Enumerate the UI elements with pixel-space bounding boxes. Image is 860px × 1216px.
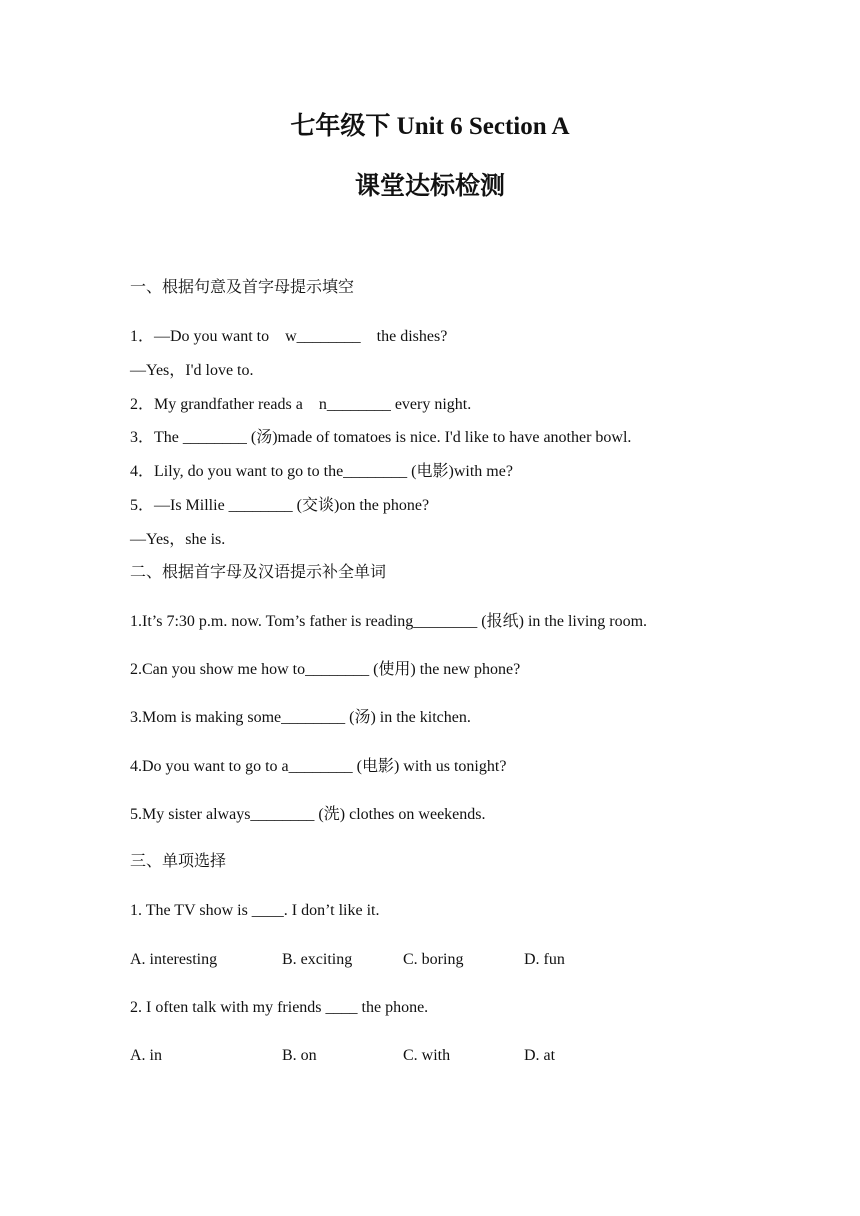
- question-line: 4.Do you want to go to a________ (电影) with us tonight?: [130, 758, 507, 775]
- mc-question-stem: 1. The TV show is ____. I don’t like it.: [130, 902, 380, 919]
- mc-option-c: C. boring: [403, 951, 464, 968]
- mc-option-b: B. exciting: [282, 951, 353, 968]
- section-heading-2: 二、根据首字母及汉语提示补全单词: [130, 564, 387, 581]
- answer-line: —Yes，she is.: [130, 531, 226, 548]
- question-line: 2．My grandfather reads a n________ every night.: [130, 396, 472, 413]
- mc-option-a: A. in: [130, 1047, 162, 1064]
- question-line: 3.Mom is making some________ (汤) in the kitchen.: [130, 709, 471, 726]
- question-line: 2.Can you show me how to________ (使用) the new phone?: [130, 661, 521, 678]
- question-line: 1.It’s 7:30 p.m. now. Tom’s father is reading________ (报纸) in the living room.: [130, 613, 648, 630]
- page-subtitle: 课堂达标检测: [354, 173, 505, 200]
- question-line: 1．—Do you want to w________ the dishes?: [130, 328, 448, 345]
- answer-line: —Yes，I'd love to.: [130, 362, 254, 379]
- mc-option-d: D. at: [524, 1047, 556, 1064]
- section-heading-1: 一、根据句意及首字母提示填空: [130, 279, 355, 296]
- question-line: 3．The ________ (汤)made of tomatoes is nice. I'd like to have another bowl.: [130, 429, 632, 446]
- section-heading-3: 三、单项选择: [130, 853, 227, 870]
- mc-option-b: B. on: [282, 1047, 317, 1064]
- mc-option-d: D. fun: [524, 951, 565, 968]
- mc-option-c: C. with: [403, 1047, 451, 1064]
- mc-question-stem: 2. I often talk with my friends ____ the phone.: [130, 999, 429, 1016]
- question-line: 5．—Is Millie ________ (交谈)on the phone?: [130, 497, 430, 514]
- page-title: 七年级下 Unit 6 Section A: [290, 113, 570, 140]
- question-line: 4．Lily, do you want to go to the________ (电影)with me?: [130, 463, 513, 480]
- question-line: 5.My sister always________ (洗) clothes on weekends.: [130, 806, 486, 823]
- mc-option-a: A. interesting: [130, 951, 218, 968]
